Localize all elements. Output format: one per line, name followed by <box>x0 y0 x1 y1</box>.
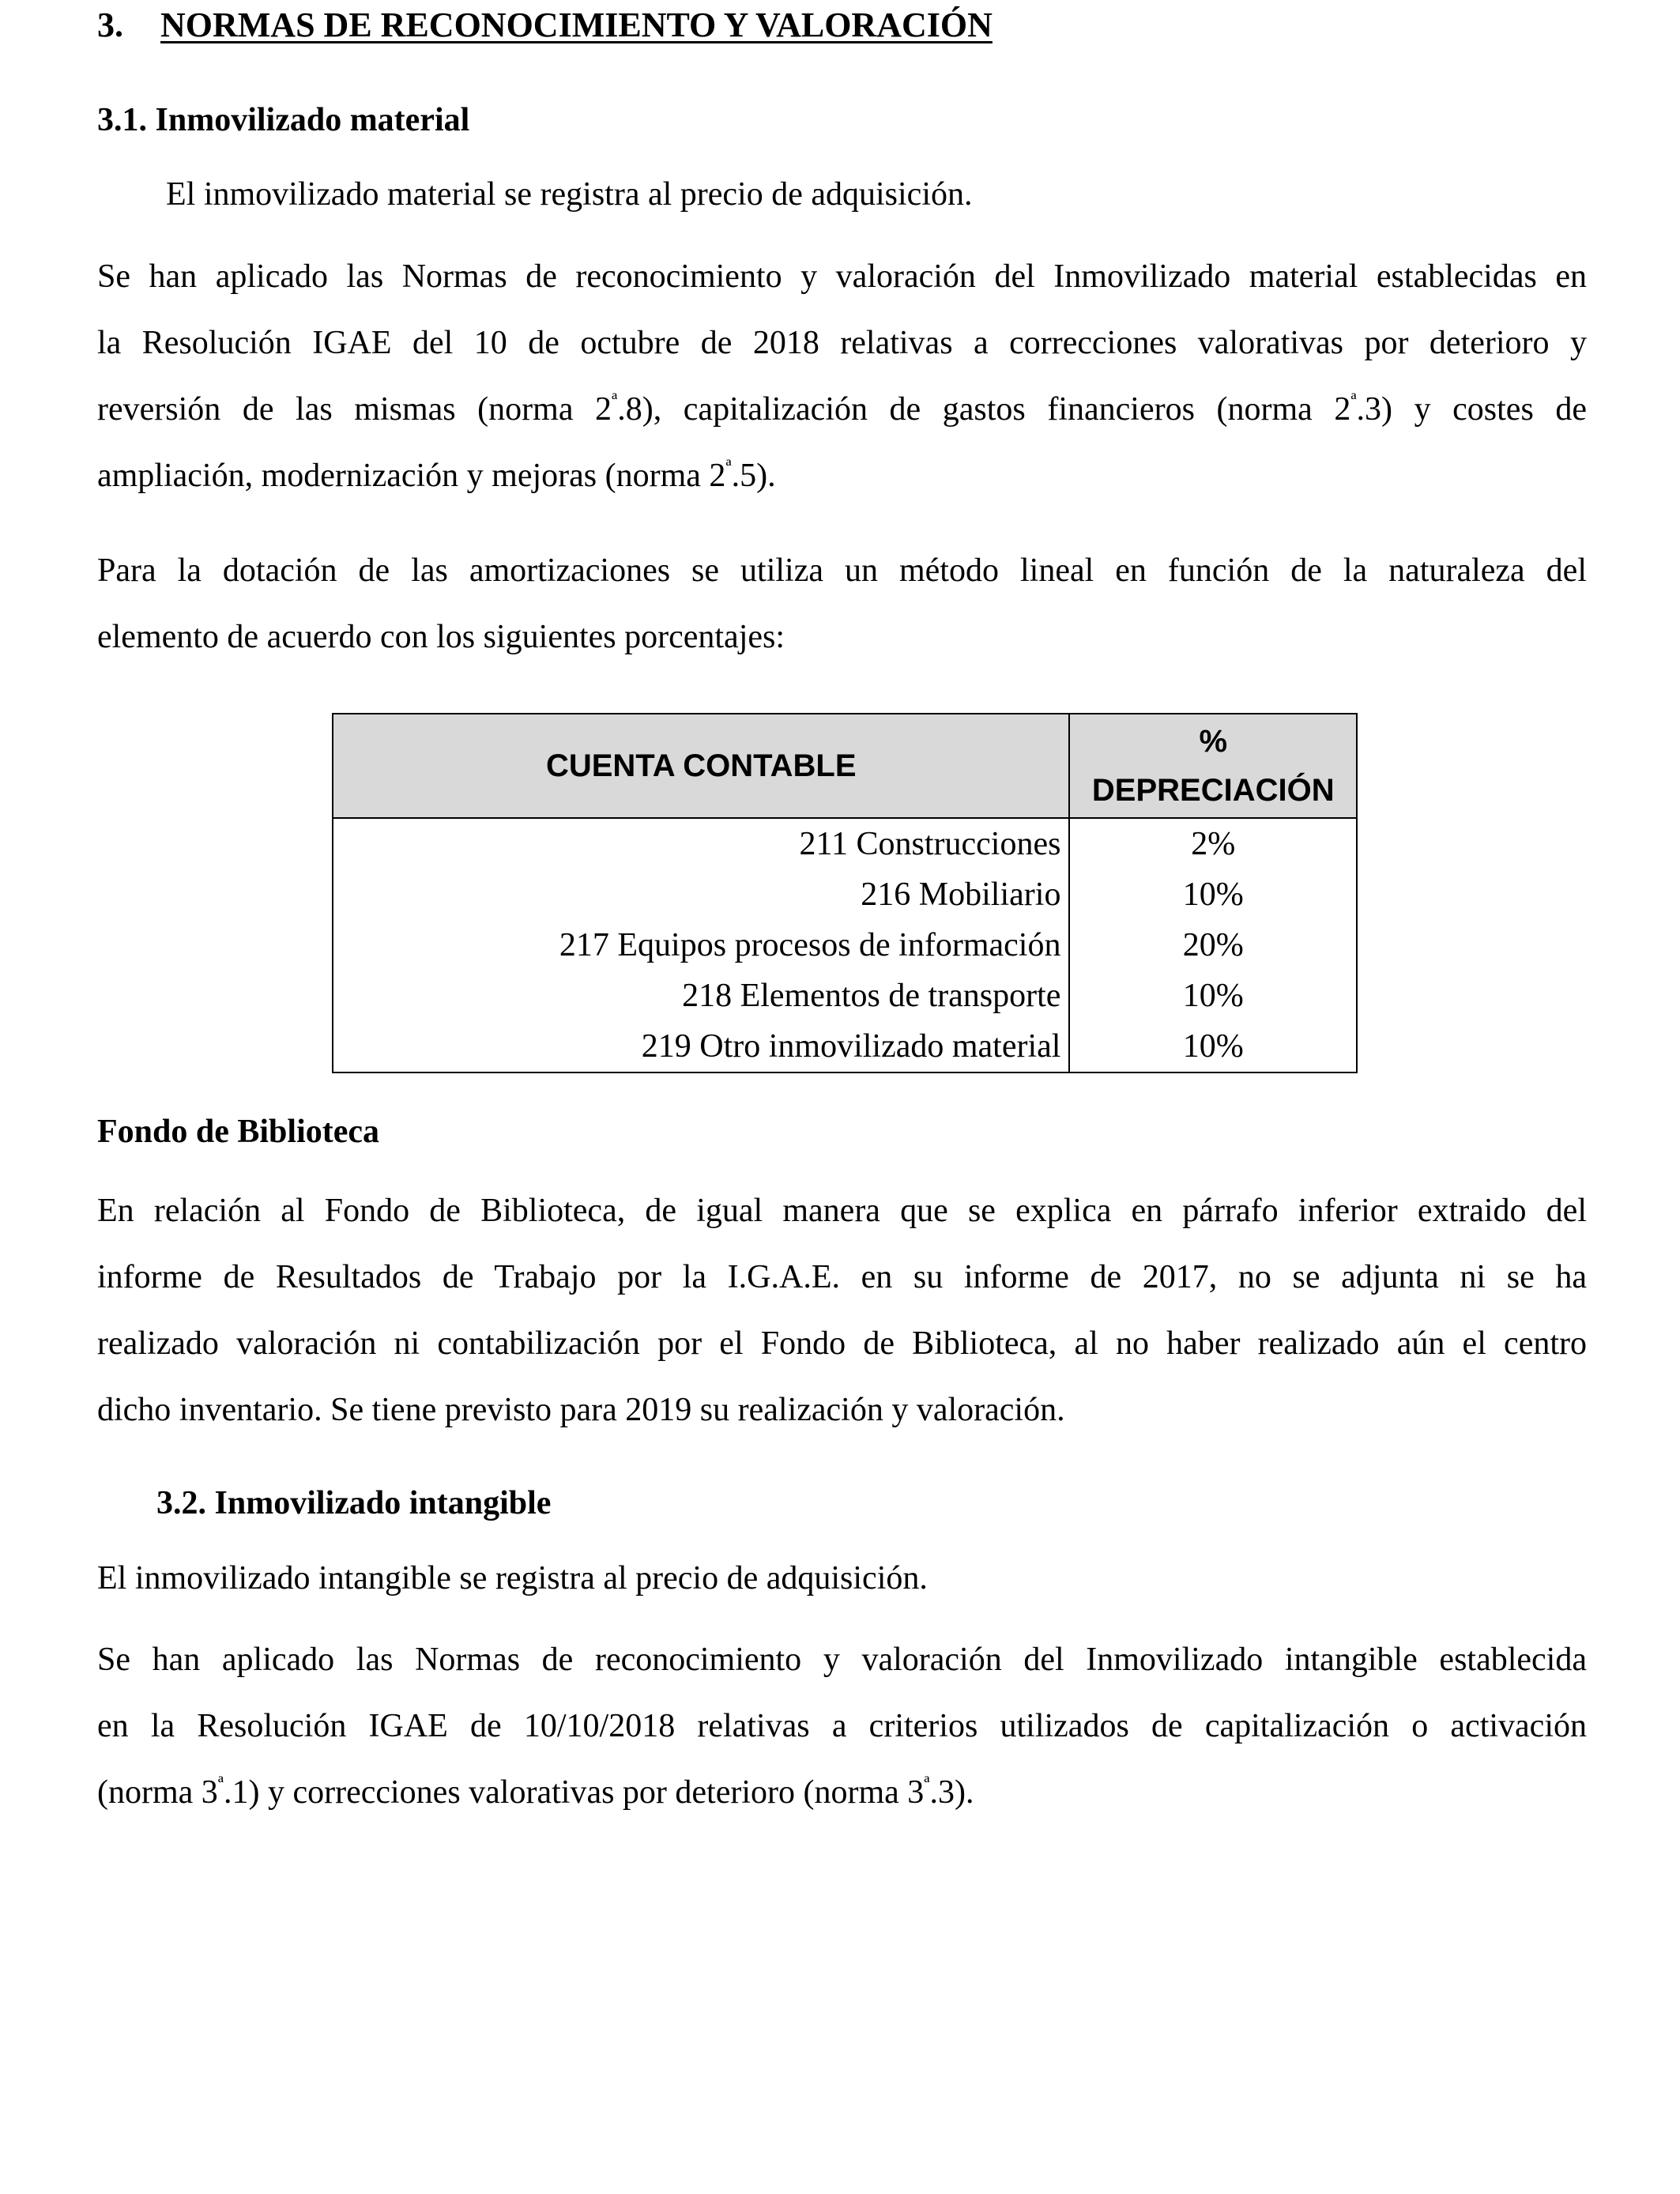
section-3-1-paragraph-1 <box>97 243 1587 509</box>
percentage-cell: 2% <box>1069 818 1357 869</box>
paragraph-line: dicho inventario. Se tiene previsto para 2019 su realización y valoración. <box>97 1392 1065 1428</box>
table-row <box>333 818 1357 869</box>
section-3-1-intro: El inmovilizado material se registra al precio de adquisición. <box>166 176 973 213</box>
table-row <box>333 971 1357 1021</box>
paragraph-line: Se han aplicado las Normas de reconocimiento y valoración del Inmovilizado material establecidas en <box>97 258 1587 295</box>
table-header-row <box>333 714 1357 818</box>
header-depreciacion <box>1069 714 1357 818</box>
account-cell: 211 Construcciones <box>333 818 1069 869</box>
percentage-cell: 20% <box>1069 920 1357 971</box>
account-cell: 218 Elementos de transporte <box>333 971 1069 1021</box>
section-3-1-paragraph-2 <box>97 537 1587 670</box>
fondo-biblioteca-heading: Fondo de Biblioteca <box>97 1114 380 1150</box>
section-3-2-heading: 3.2. Inmovilizado intangible <box>156 1485 552 1521</box>
depreciation-table <box>332 713 1358 1073</box>
paragraph-line: (norma $3^ª.1$) y correcciones valorativas por deterioro (norma $3^ª.3$). <box>97 1772 974 1811</box>
table-row <box>333 1021 1357 1072</box>
section-3-1-heading: 3.1. Inmovilizado material <box>97 102 470 138</box>
paragraph-line: ampliación, modernización y mejoras (norma $2^ª.5$). <box>97 455 776 494</box>
paragraph-line: reversión de las mismas (norma $2^ª.8$), capitalización de gastos financieros (norma $2^ª.3$) y costes de <box>97 389 1588 428</box>
table-row <box>333 869 1357 920</box>
percentage-cell: 10% <box>1069 971 1357 1021</box>
paragraph-line: la Resolución IGAE del 10 de octubre de 2018 relativas a correcciones valorativas por deterioro y <box>97 325 1587 361</box>
paragraph-line: realizado valoración ni contabilización por el Fondo de Biblioteca, al no haber realizado aún el centro <box>97 1325 1587 1362</box>
table-row <box>333 920 1357 971</box>
paragraph-line: elemento de acuerdo con los siguientes porcentajes: <box>97 619 785 655</box>
account-cell: 216 Mobiliario <box>333 869 1069 920</box>
fondo-biblioteca-paragraph <box>97 1178 1587 1443</box>
header-depreciacion-label: DEPRECIACIÓN <box>1091 773 1335 808</box>
paragraph-line: En relación al Fondo de Biblioteca, de igual manera que se explica en párrafo inferior extraido del <box>97 1193 1587 1229</box>
paragraph-line: en la Resolución IGAE de 10/10/2018 relativas a criterios utilizados de capitalización o activación <box>97 1708 1587 1744</box>
account-cell: 217 Equipos procesos de información <box>333 920 1069 971</box>
section-3-number: 3. <box>97 6 123 44</box>
paragraph-line: Para la dotación de las amortizaciones se utiliza un método lineal en función de la naturaleza del <box>97 552 1587 589</box>
percentage-cell: 10% <box>1069 869 1357 920</box>
account-cell: 219 Otro inmovilizado material <box>333 1021 1069 1072</box>
section-3-heading <box>97 5 993 45</box>
header-percent-sign: % <box>1199 724 1228 759</box>
section-3-2-intro: El inmovilizado intangible se registra al precio de adquisición. <box>97 1560 928 1596</box>
section-3-title: NORMAS DE RECONOCIMIENTO Y VALORACIÓN <box>160 6 993 44</box>
paragraph-line: informe de Resultados de Trabajo por la I.G.A.E. en su informe de 2017, no se adjunta ni se ha <box>97 1259 1587 1295</box>
section-3-2-paragraph <box>97 1627 1587 1826</box>
header-cuenta-contable: CUENTA CONTABLE <box>333 714 1069 818</box>
percentage-cell: 10% <box>1069 1021 1357 1072</box>
paragraph-line: Se han aplicado las Normas de reconocimiento y valoración del Inmovilizado intangible establecida <box>97 1642 1587 1678</box>
